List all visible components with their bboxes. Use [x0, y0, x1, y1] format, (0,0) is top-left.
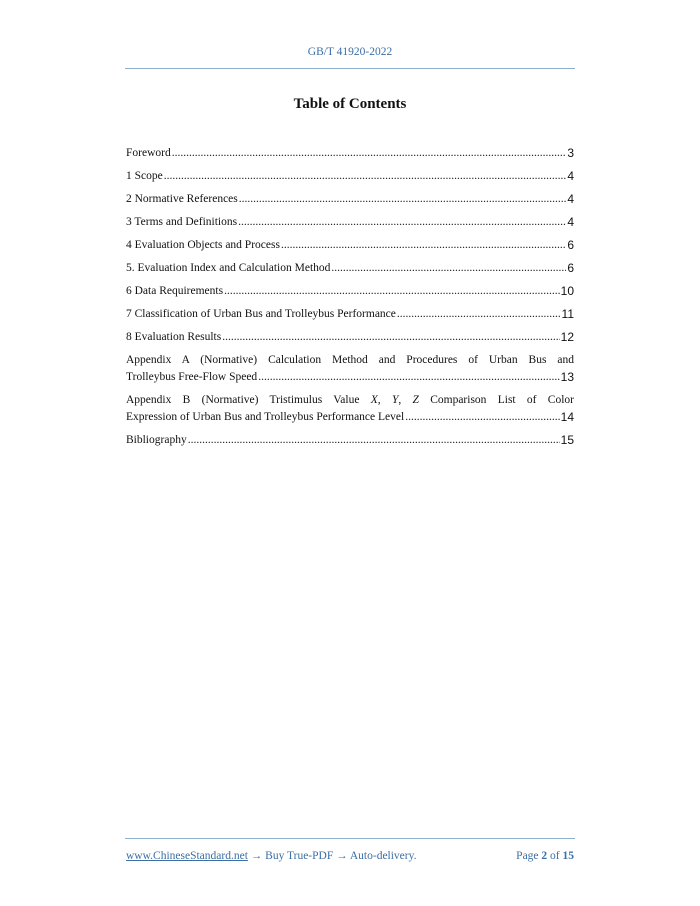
toc-page: 10 [560, 284, 574, 298]
toc-entry-data-requirements[interactable] [126, 283, 574, 300]
leader-dots [331, 260, 566, 277]
page-footer [126, 850, 574, 862]
toc-label-line1: Appendix A (Normative) Calculation Method and Procedures of Urban Bus and [126, 354, 574, 366]
header-rule [125, 68, 575, 69]
toc-label: 3 Terms and Definitions [126, 216, 238, 228]
arrow-icon: → [247, 850, 266, 862]
table-of-contents [126, 145, 574, 455]
toc-label: 8 Evaluation Results [126, 331, 222, 343]
toc-label-text: Comparison List of Color [418, 394, 574, 406]
toc-label-line1 [126, 392, 574, 409]
toc-page: 3 [567, 146, 574, 160]
leader-dots [397, 306, 561, 323]
toc-entry-evaluation-objects[interactable] [126, 237, 574, 254]
leader-dots [188, 432, 560, 449]
leader-dots [224, 283, 560, 300]
toc-label: 1 Scope [126, 170, 163, 182]
leader-dots [405, 409, 559, 426]
running-header: GB/T 41920-2022 [307, 46, 393, 58]
leader-dots [164, 168, 567, 185]
toc-entry-evaluation-index[interactable] [126, 260, 574, 277]
toc-entry-terms-definitions[interactable] [126, 214, 574, 231]
delivery-text: Auto-delivery. [349, 850, 417, 862]
toc-entry-foreword[interactable] [126, 145, 574, 162]
toc-entry-scope[interactable] [126, 168, 574, 185]
toc-label-text: Appendix B (Normative) Tristimulus Value [126, 394, 371, 406]
page-indicator [516, 850, 574, 862]
separator: , [398, 394, 413, 406]
variable-y: Y [391, 394, 399, 406]
leader-dots [258, 369, 559, 386]
toc-page: 4 [567, 192, 574, 206]
toc-page: 13 [560, 370, 574, 384]
toc-label: Trolleybus Free-Flow Speed [126, 371, 258, 383]
toc-label: 4 Evaluation Objects and Process [126, 239, 280, 251]
toc-entry-normative-references[interactable] [126, 191, 574, 208]
toc-label: 6 Data Requirements [126, 285, 224, 297]
toc-page: 11 [561, 307, 574, 321]
leader-dots [281, 237, 566, 254]
toc-entry-evaluation-results[interactable] [126, 329, 574, 346]
leader-dots [172, 145, 567, 162]
page-total: 15 [562, 850, 574, 862]
toc-label: 7 Classification of Urban Bus and Trolleybus Performance [126, 308, 396, 320]
toc-page: 15 [560, 433, 574, 447]
variable-z: Z [412, 394, 419, 406]
toc-page: 6 [567, 261, 574, 275]
page-word: Page [516, 850, 539, 862]
toc-label: 2 Normative References [126, 193, 238, 205]
toc-page: 4 [567, 215, 574, 229]
variable-x: X [370, 394, 378, 406]
toc-page: 14 [560, 410, 574, 424]
leader-dots [238, 214, 566, 231]
toc-page: 6 [567, 238, 574, 252]
toc-label: Bibliography [126, 434, 187, 446]
website-link[interactable]: www.ChineseStandard.net [126, 850, 248, 862]
buy-text: Buy True-PDF [265, 850, 334, 862]
footer-left [126, 850, 417, 862]
toc-entry-classification[interactable] [126, 306, 574, 323]
page-number: 2 [541, 850, 548, 862]
separator: , [377, 394, 392, 406]
toc-label: Foreword [126, 147, 171, 159]
toc-page: 4 [567, 169, 574, 183]
toc-label: 5. Evaluation Index and Calculation Method [126, 262, 331, 274]
arrow-icon: → [333, 850, 350, 862]
toc-label: Expression of Urban Bus and Trolleybus Performance Level [126, 411, 405, 423]
toc-page: 12 [560, 330, 574, 344]
leader-dots [239, 191, 567, 208]
footer-rule [125, 838, 575, 839]
of-word: of [550, 850, 560, 862]
toc-entry-appendix-a[interactable] [126, 352, 574, 386]
toc-entry-bibliography[interactable] [126, 432, 574, 449]
toc-entry-appendix-b[interactable] [126, 392, 574, 426]
page-title: Table of Contents [293, 96, 407, 112]
leader-dots [222, 329, 559, 346]
